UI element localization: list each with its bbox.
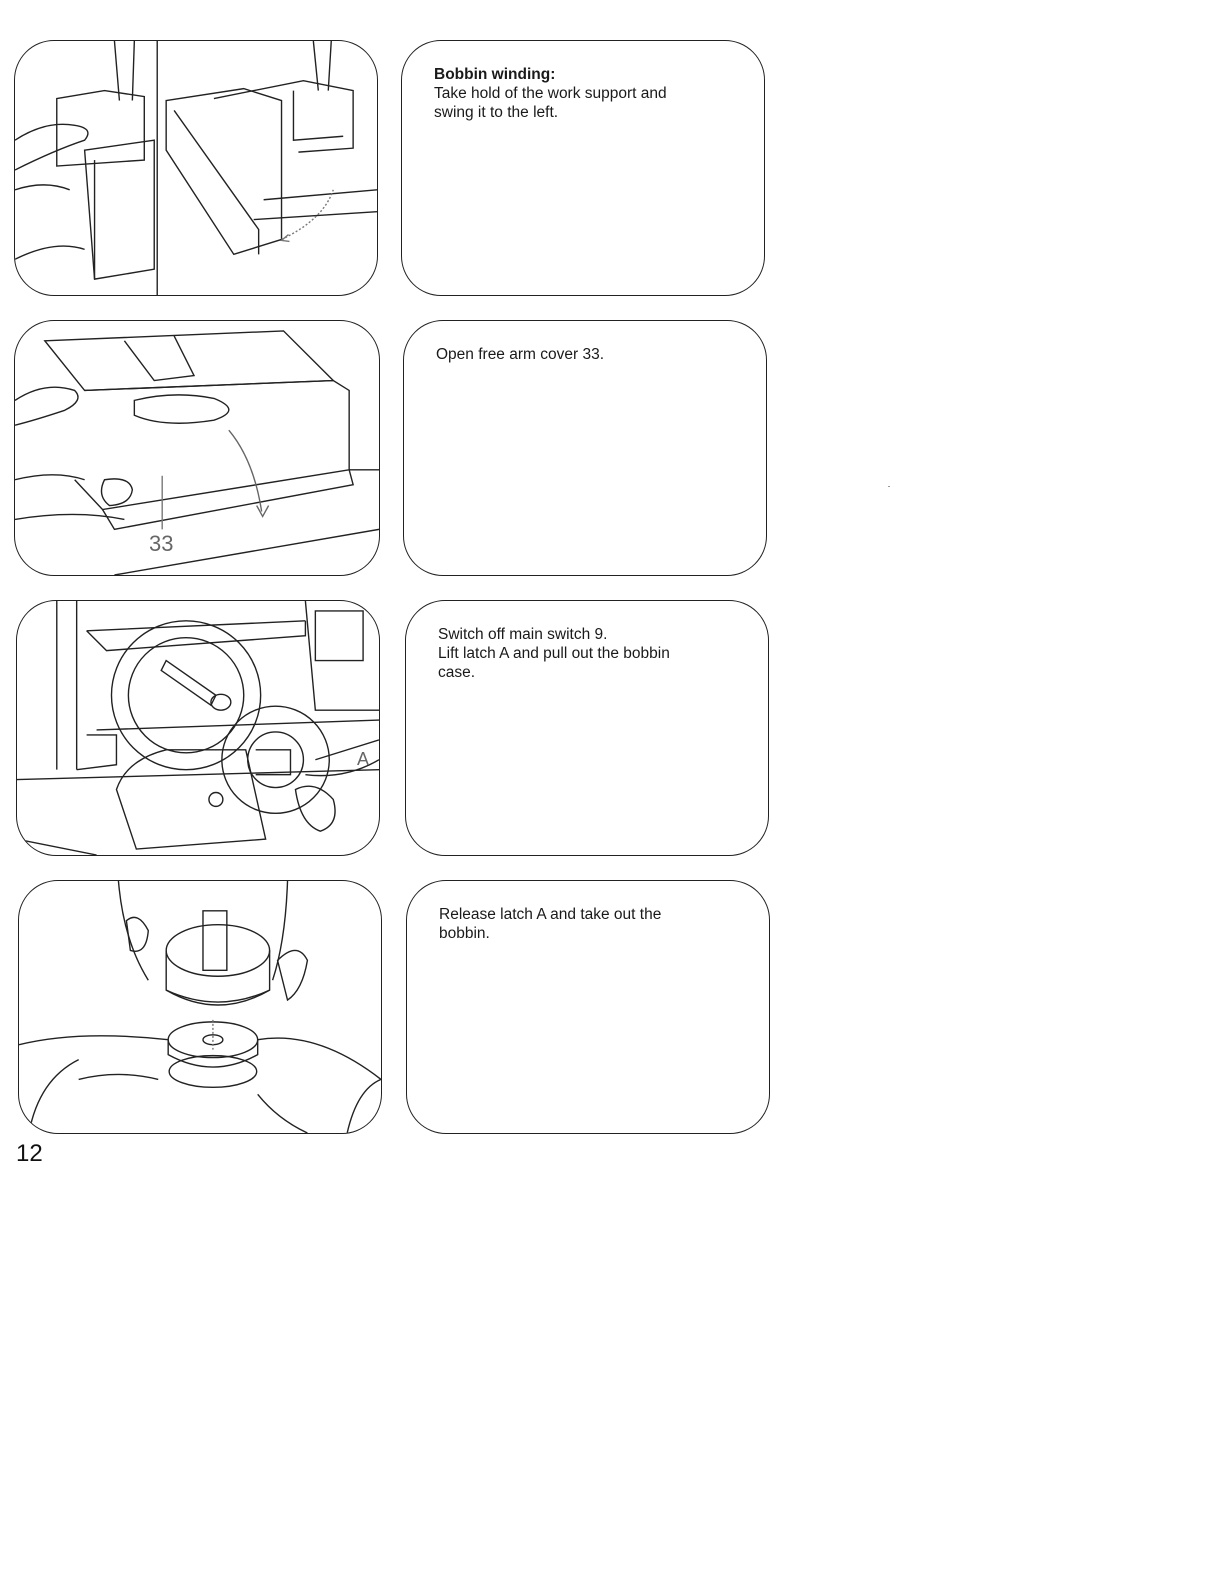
- step1-text-panel: [401, 40, 765, 296]
- step1-illustration: [14, 40, 378, 296]
- page-number: 12: [16, 1140, 43, 1167]
- step3-line2: Lift latch A and pull out the bobbin: [438, 645, 670, 662]
- step4-text-panel: [406, 880, 770, 1134]
- step1-text: [434, 65, 734, 122]
- step4-text: [439, 905, 739, 943]
- step4-line2: bobbin.: [439, 925, 490, 942]
- free-arm-cover-illustration: [15, 321, 379, 575]
- step2-text: [436, 345, 736, 364]
- step1-line1: Take hold of the work support and: [434, 85, 667, 102]
- scan-speck: [888, 486, 890, 487]
- step4-illustration: [18, 880, 382, 1134]
- bobbin-case-removal-illustration: [17, 601, 379, 855]
- callout-33: 33: [149, 531, 174, 556]
- step2-text-panel: [403, 320, 767, 576]
- step1-line2: swing it to the left.: [434, 104, 559, 121]
- step3-line1: Switch off main switch 9.: [438, 626, 608, 643]
- callout-A: A: [357, 749, 370, 769]
- step4-line1: Release latch A and take out the: [439, 906, 662, 923]
- step1-heading: Bobbin winding:: [434, 66, 556, 83]
- sewing-machine-work-support-illustration: [15, 41, 377, 295]
- step3-text: [438, 625, 738, 682]
- step3-line3: case.: [438, 664, 476, 681]
- step2-line1: Open free arm cover 33.: [436, 346, 604, 363]
- step3-illustration: [16, 600, 380, 856]
- step3-text-panel: [405, 600, 769, 856]
- bobbin-release-illustration: [19, 881, 381, 1133]
- step2-illustration: [14, 320, 380, 576]
